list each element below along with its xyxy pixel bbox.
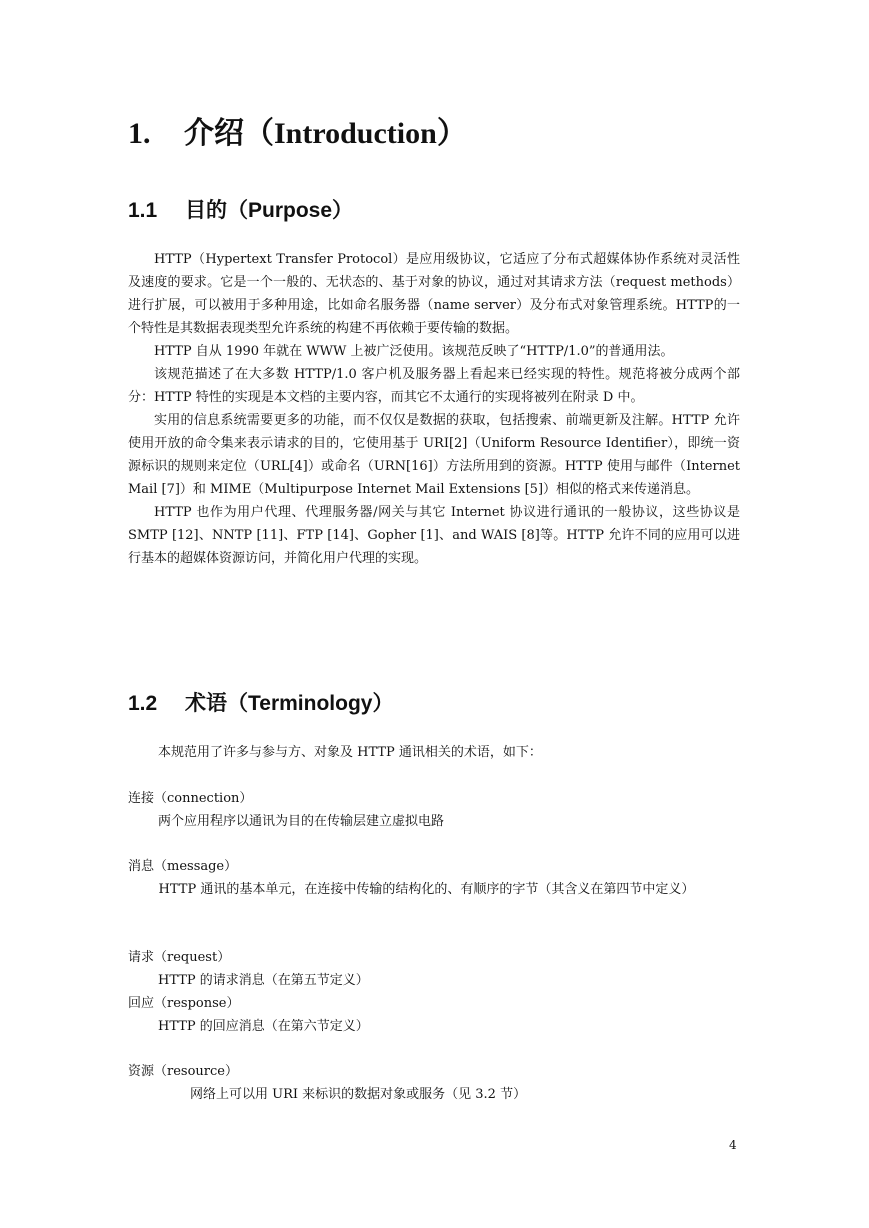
term-name: 连接（connection） bbox=[128, 791, 253, 806]
paragraph: HTTP（Hypertext Transfer Protocol）是应用级协议，它适应了分布式超媒体协作系统对灵活性及速度的要求。它是一个一般的、无状态的、基于对象的协议，通过对其请求方法（request methods）进行扩展，可以被用于多种用途，比如命名服务器（name server）及分布式对象管理系统。HTTP的一个特性是其数据表现类型允许系统的构建不再依赖于要传输的数据。 bbox=[128, 252, 740, 336]
paragraph: HTTP 自从 1990 年就在 WWW 上被广泛使用。该规范反映了“HTTP/1.0”的普通用法。 bbox=[154, 344, 674, 359]
paragraph: 实用的信息系统需要更多的功能，而不仅仅是数据的获取，包括搜索、前端更新及注解。HTTP 允许使用开放的命令集来表示请求的目的，它使用基于 URI[2]（Uniform Resource Identifier），即统一资源标识的规则来定位（URL[4]）或命名（URN[16]）方法所用到的资源。HTTP 使用与邮件（Internet Mail [7]）和 MIME（Multipurpose Internet Mail Extensions [5]）相似的格式来传递消息。 bbox=[128, 413, 740, 497]
chapter-heading bbox=[128, 108, 467, 152]
term-definition: HTTP 通讯的基本单元，在连接中传输的结构化的、有顺序的字节（其含义在第四节中定义） bbox=[158, 882, 695, 897]
terminology-intro: 本规范用了许多与参与方、对象及 HTTP 通讯相关的术语，如下： bbox=[158, 745, 542, 760]
term-name: 回应（response） bbox=[128, 996, 240, 1011]
term-definition: HTTP 的请求消息（在第五节定义） bbox=[158, 973, 369, 988]
paragraph: 该规范描述了在大多数 HTTP/1.0 客户机及服务器上看起来已经实现的特性。规范将被分成两个部分：HTTP 特性的实现是本文档的主要内容，而其它不太通行的实现将被列在附录 D 中。 bbox=[128, 367, 740, 405]
chapter-number: 1. bbox=[128, 117, 151, 150]
section-title: 术语（Terminology） bbox=[185, 692, 394, 715]
section-number: 1.2 bbox=[128, 692, 158, 715]
term-definition: 网络上可以用 URI 来标识的数据对象或服务（见 3.2 节） bbox=[190, 1087, 527, 1102]
section-heading-purpose bbox=[128, 194, 353, 224]
term-name: 消息（message） bbox=[128, 859, 238, 874]
section-heading-terminology bbox=[128, 687, 393, 717]
term-name: 请求（request） bbox=[128, 950, 231, 965]
page-number: 4 bbox=[729, 1138, 737, 1152]
paragraph: HTTP 也作为用户代理、代理服务器/网关与其它 Internet 协议进行通讯的一般协议，这些协议是 SMTP [12]、NNTP [11]、FTP [14]、Gopher [1]、and WAIS [8]等。HTTP 允许不同的应用可以进行基本的超媒体资源访问，并简化用户代理的实现。 bbox=[128, 505, 740, 566]
section-title: 目的（Purpose） bbox=[185, 199, 354, 222]
section-number: 1.1 bbox=[128, 199, 158, 222]
purpose-body bbox=[128, 248, 740, 570]
term-definition: 两个应用程序以通讯为目的在传输层建立虚拟电路 bbox=[158, 814, 445, 829]
term-definition: HTTP 的回应消息（在第六节定义） bbox=[158, 1019, 369, 1034]
chapter-title: 介绍（Introduction） bbox=[184, 117, 467, 150]
term-name: 资源（resource） bbox=[128, 1064, 238, 1079]
